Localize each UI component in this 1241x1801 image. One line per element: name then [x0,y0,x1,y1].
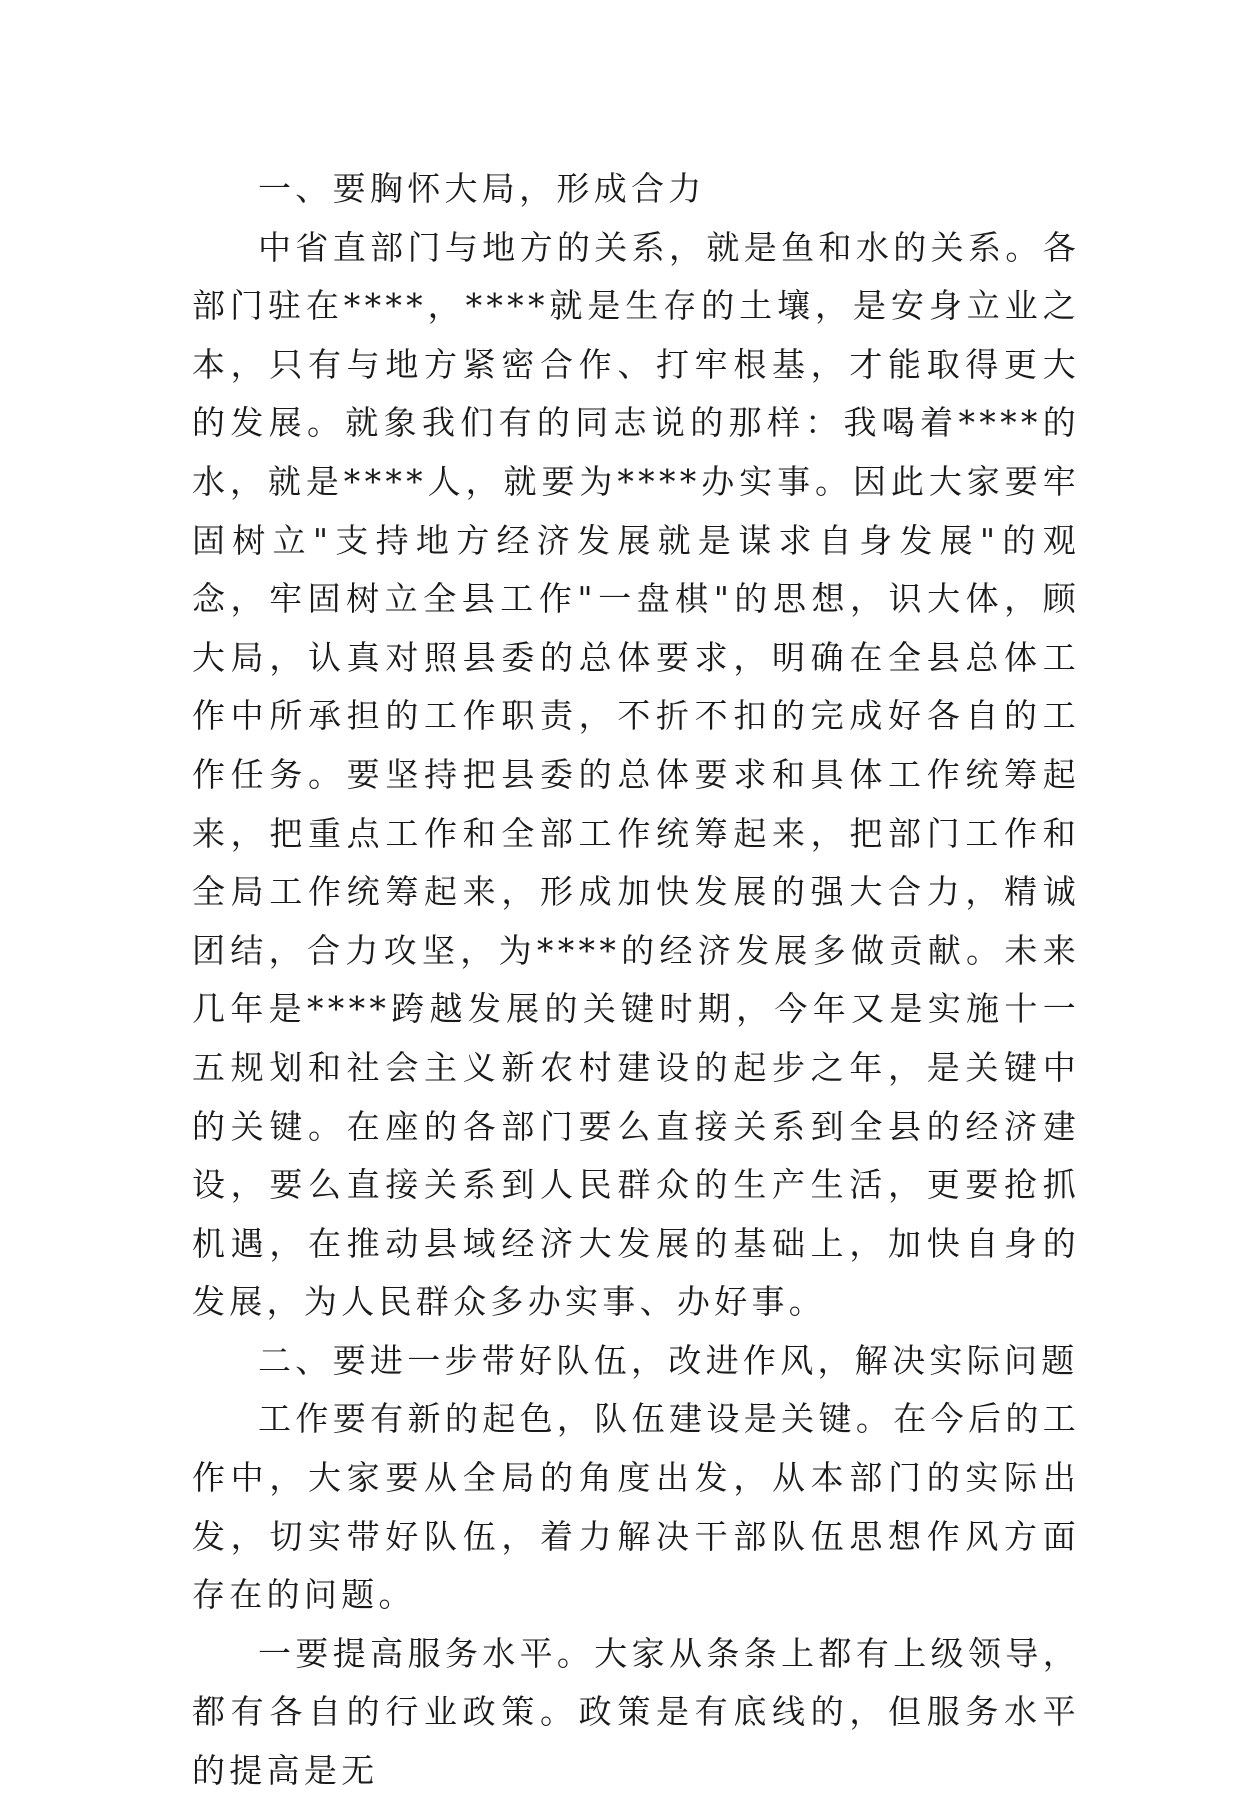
section-heading-2: 二、要进一步带好队伍，改进作风，解决实际问题 [258,1340,1079,1380]
body-paragraph-1: 中省直部门与地方的关系，就是鱼和水的关系。各部门驻在****，****就是生存的土壤，是安身立业之本，只有与地方紧密合作、打牢根基，才能取得更大的发展。就象我们有的同志说的那样：我喝着****的水，就是****人，就要为****办实事。因此大家要牢固树立"支持地方经济发展就是谋求自身发展"的观念，牢固树立全县工作"一盘棋"的思想，识大体，顾大局，认真对照县委的总体要求，明确在全县总体工作中所承担的工作职责，不折不扣的完成好各自的工作任务。要坚持把县委的总体要求和具体工作统筹起来，把重点工作和全部工作统筹起来，把部门工作和全局工作统筹起来，形成加快发展的强大合力，精诚团结，合力攻坚，为****的经济发展多做贡献。未来几年是****跨越发展的关键时期，今年又是实施十一五规划和社会主义新农村建设的起步之年，是关键中的关键。在座的各部门要么直接关系到全县的经济建设，要么直接关系到人民群众的生产生活，更要抢抓机遇，在推动县域经济大发展的基础上，加快自身的发展，为人民群众多办实事、办好事。 [192,227,1080,1322]
body-paragraph-2: 工作要有新的起色，队伍建设是关键。在今后的工作中，大家要从全局的角度出发，从本部门的实际出发，切实带好队伍，着力解决干部队伍思想作风方面存在的问题。 [192,1399,1080,1615]
body-paragraph-3: 一要提高服务水平。大家从条条上都有上级领导，都有各自的行业政策。政策是有底线的，但服务水平的提高是无 [192,1633,1080,1791]
document-body [192,160,1080,1801]
section-heading-1: 一、要胸怀大局，形成合力 [258,169,706,208]
